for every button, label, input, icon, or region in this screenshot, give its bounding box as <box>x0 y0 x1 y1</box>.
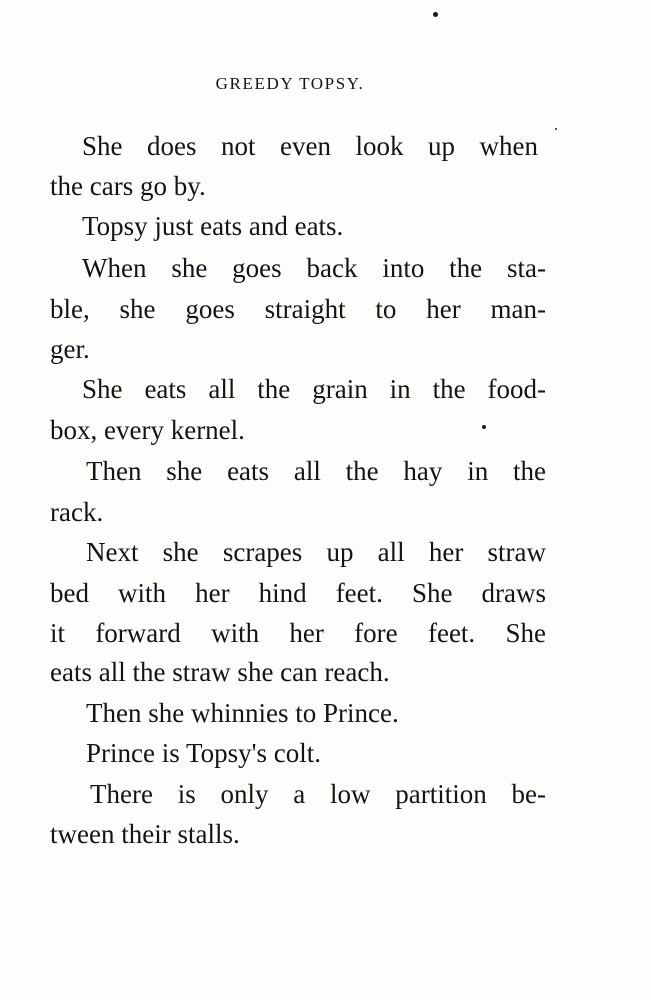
text-line: tween their stalls. <box>50 819 240 849</box>
text-line: She eats all the grain in the food- <box>82 374 546 404</box>
text-line: ger. <box>50 334 90 364</box>
text-line: Then she whinnies to Prince. <box>86 698 399 728</box>
text-line: the cars go by. <box>50 171 206 201</box>
text-line: Then she eats all the hay in the <box>86 456 546 486</box>
text-line: There is only a low partition be- <box>90 779 546 809</box>
text-line: eats all the straw she can reach. <box>50 657 390 687</box>
text-line: Topsy just eats and eats. <box>82 211 344 241</box>
text-line: Prince is Topsy's colt. <box>86 738 321 768</box>
text-line: ble, she goes straight to her man- <box>50 294 546 324</box>
running-head: GREEDY TOPSY. <box>215 74 365 93</box>
print-speck <box>433 12 438 17</box>
text-line: it forward with her fore feet. She <box>50 618 546 648</box>
text-line: When she goes back into the sta- <box>82 253 546 283</box>
text-line: Next she scrapes up all her straw <box>86 537 546 567</box>
text-line: rack. <box>50 497 104 527</box>
print-speck <box>555 128 557 130</box>
text-line: box, every kernel. <box>50 415 245 445</box>
text-line: She does not even look up when <box>82 131 538 161</box>
text-line: bed with her hind feet. She draws <box>50 578 546 608</box>
